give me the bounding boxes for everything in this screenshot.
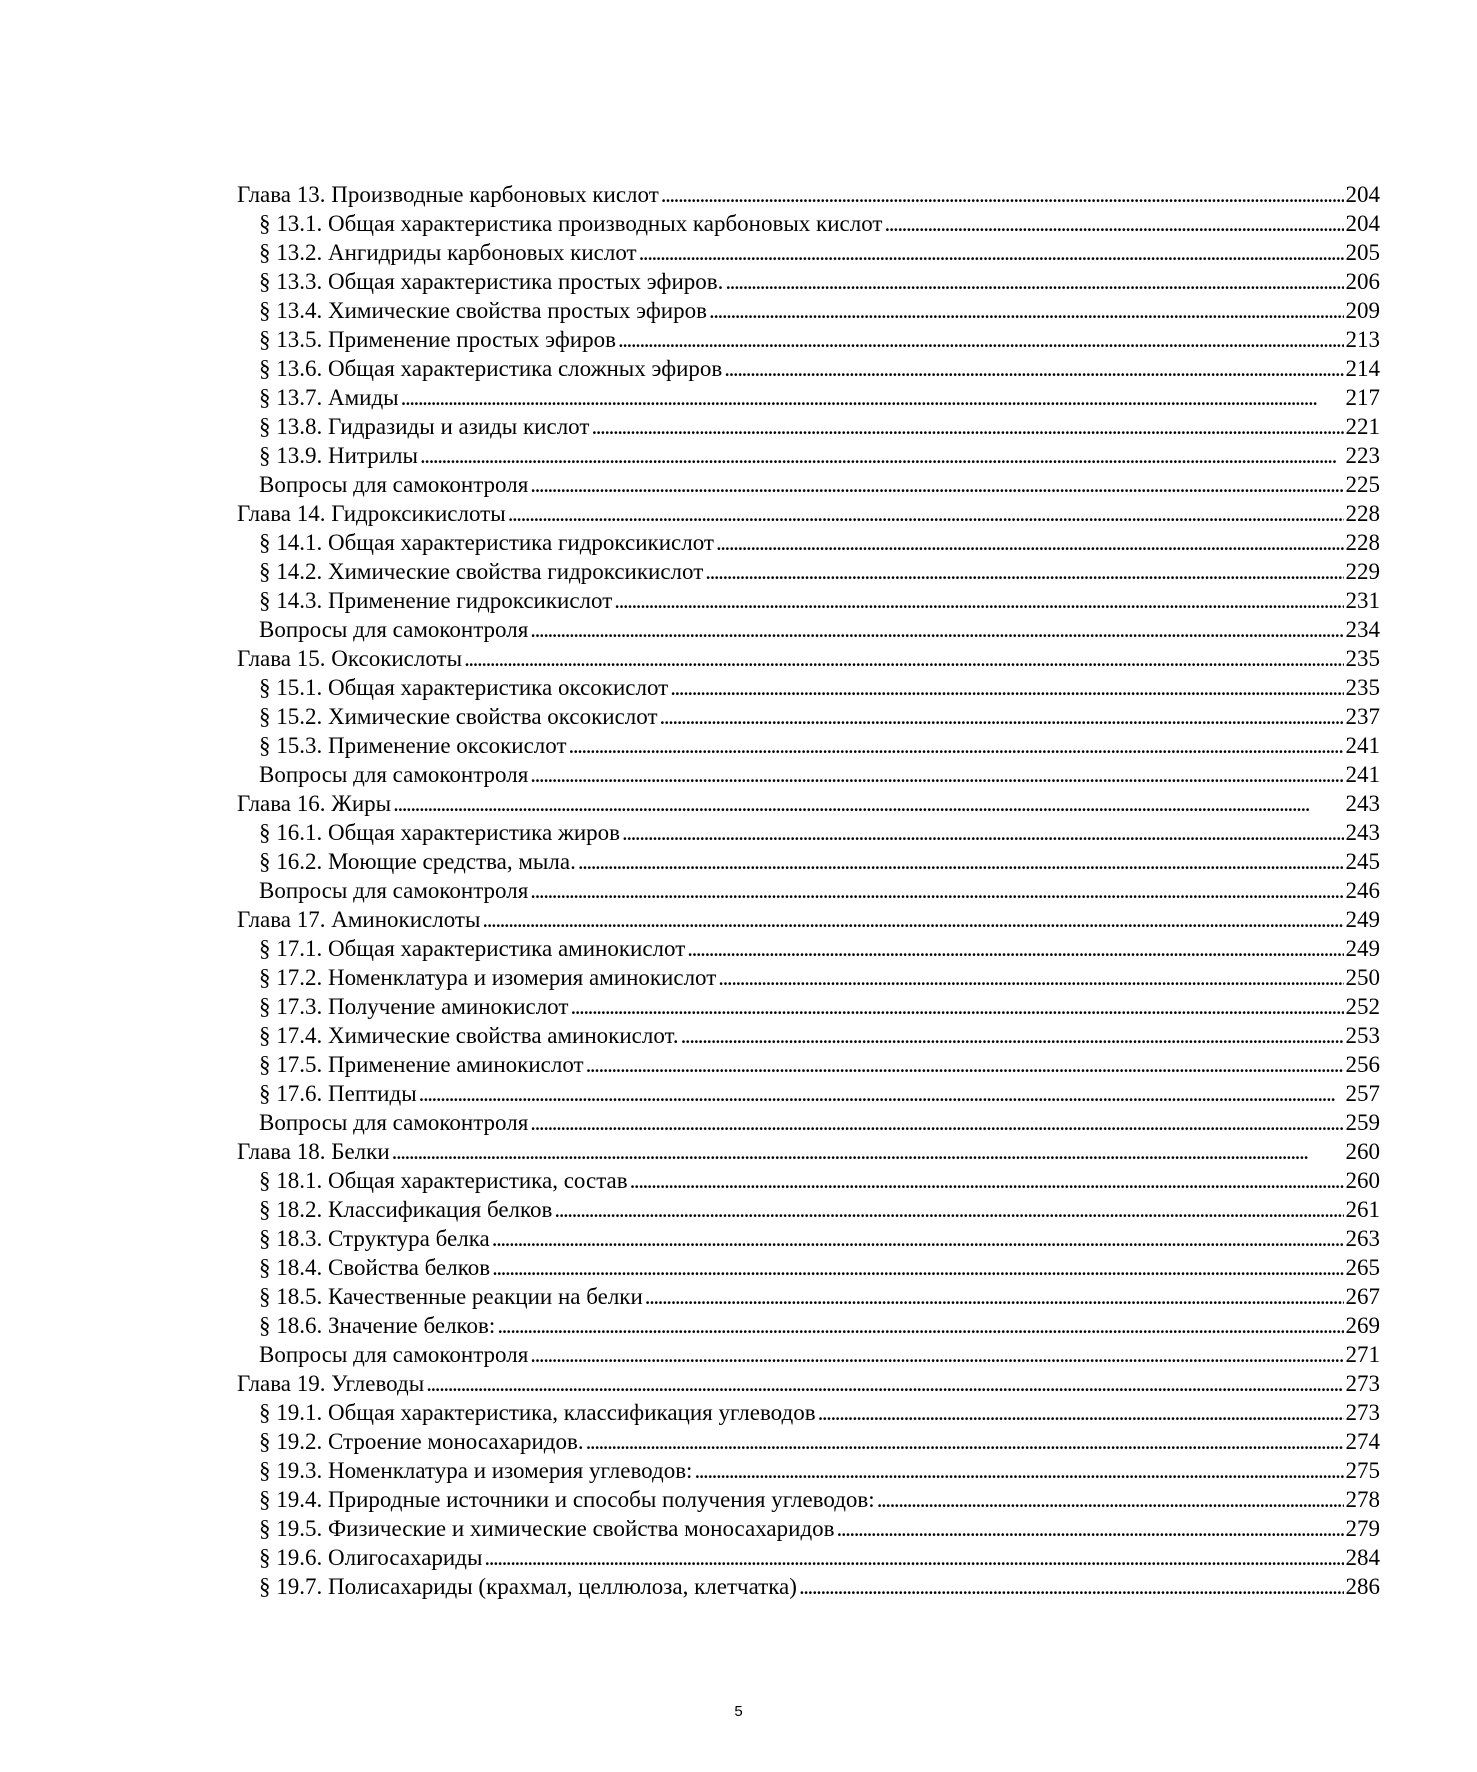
toc-entry-page: 241 bbox=[1345, 762, 1380, 787]
dot-leader bbox=[622, 818, 1343, 847]
table-of-contents bbox=[237, 180, 1380, 1601]
toc-entry-page: 260 bbox=[1345, 1139, 1380, 1164]
toc-section-entry[interactable] bbox=[237, 1485, 1380, 1514]
toc-section-entry[interactable] bbox=[237, 1514, 1380, 1543]
toc-entry-title: Вопросы для самоконтроля bbox=[259, 762, 529, 787]
toc-entry-page: 214 bbox=[1345, 356, 1380, 381]
toc-entry-page: 273 bbox=[1345, 1400, 1380, 1425]
dot-leader bbox=[569, 731, 1344, 760]
toc-section-entry[interactable] bbox=[237, 1282, 1380, 1311]
toc-entry-page: 231 bbox=[1345, 588, 1380, 613]
dot-leader bbox=[492, 1253, 1343, 1282]
toc-entry-title: Глава 13. Производные карбоновых кислот bbox=[237, 182, 659, 207]
toc-section-entry[interactable] bbox=[237, 1543, 1380, 1572]
toc-entry-title: § 19.1. Общая характеристика, классификация углеводов bbox=[259, 1400, 816, 1425]
toc-section-entry[interactable] bbox=[237, 1224, 1380, 1253]
dot-leader bbox=[725, 267, 1343, 296]
toc-entry-title: § 13.9. Нитрилы bbox=[259, 443, 418, 468]
toc-entry-title: § 14.2. Химические свойства гидроксикислот bbox=[259, 559, 704, 584]
toc-entry-title: Вопросы для самоконтроля bbox=[259, 1342, 529, 1367]
toc-entry-title: § 17.4. Химические свойства аминокислот. bbox=[259, 1023, 679, 1048]
toc-section-entry[interactable] bbox=[237, 383, 1380, 412]
toc-chapter-entry[interactable] bbox=[237, 499, 1380, 528]
toc-section-entry[interactable] bbox=[237, 267, 1380, 296]
toc-section-entry[interactable] bbox=[237, 760, 1380, 789]
toc-entry-title: § 16.1. Общая характеристика жиров bbox=[259, 820, 621, 845]
toc-entry-page: 204 bbox=[1345, 211, 1380, 236]
toc-entry-page: 229 bbox=[1345, 559, 1380, 584]
toc-entry-page: 234 bbox=[1345, 617, 1380, 642]
dot-leader bbox=[586, 1427, 1344, 1456]
dot-leader bbox=[724, 354, 1343, 383]
toc-entry-page: 243 bbox=[1345, 791, 1380, 816]
toc-chapter-entry[interactable] bbox=[237, 644, 1380, 673]
toc-section-entry[interactable] bbox=[237, 557, 1380, 586]
toc-section-entry[interactable] bbox=[237, 1572, 1380, 1601]
dot-leader bbox=[694, 1456, 1343, 1485]
toc-entry-title: § 19.7. Полисахариды (крахмал, целлюлоза, клетчатка) bbox=[259, 1574, 797, 1599]
toc-entry-title: Глава 15. Оксокислоты bbox=[237, 646, 463, 671]
toc-section-entry[interactable] bbox=[237, 528, 1380, 557]
dot-leader bbox=[401, 383, 1344, 412]
toc-entry-page: 260 bbox=[1345, 1168, 1380, 1193]
toc-entry-title: § 14.1. Общая характеристика гидроксикислот bbox=[259, 530, 714, 555]
dot-leader bbox=[660, 702, 1344, 731]
toc-chapter-entry[interactable] bbox=[237, 1369, 1380, 1398]
toc-entry-page: 263 bbox=[1345, 1226, 1380, 1251]
toc-entry-page: 243 bbox=[1345, 820, 1380, 845]
toc-entry-page: 204 bbox=[1345, 182, 1380, 207]
toc-entry-title: Глава 14. Гидроксикислоты bbox=[237, 501, 506, 526]
toc-section-entry[interactable] bbox=[237, 1021, 1380, 1050]
dot-leader bbox=[716, 528, 1344, 557]
toc-section-entry[interactable] bbox=[237, 992, 1380, 1021]
toc-entry-page: 271 bbox=[1345, 1342, 1380, 1367]
dot-leader bbox=[484, 1543, 1343, 1572]
dot-leader bbox=[661, 180, 1344, 209]
dot-leader bbox=[877, 1485, 1344, 1514]
toc-section-entry[interactable] bbox=[237, 470, 1380, 499]
dot-leader bbox=[464, 644, 1343, 673]
dot-leader bbox=[645, 1282, 1344, 1311]
dot-leader bbox=[818, 1398, 1344, 1427]
toc-entry-page: 253 bbox=[1345, 1023, 1380, 1048]
dot-leader bbox=[670, 673, 1343, 702]
toc-chapter-entry[interactable] bbox=[237, 789, 1380, 818]
dot-leader bbox=[837, 1514, 1344, 1543]
dot-leader bbox=[497, 1311, 1343, 1340]
dot-leader bbox=[426, 1369, 1343, 1398]
dot-leader bbox=[570, 992, 1343, 1021]
toc-entry-page: 278 bbox=[1345, 1487, 1380, 1512]
toc-entry-title: § 17.5. Применение аминокислот bbox=[259, 1052, 584, 1077]
toc-entry-page: 209 bbox=[1345, 298, 1380, 323]
toc-section-entry[interactable] bbox=[237, 1050, 1380, 1079]
toc-entry-title: Вопросы для самоконтроля bbox=[259, 617, 529, 642]
toc-entry-page: 284 bbox=[1345, 1545, 1380, 1570]
toc-entry-page: 223 bbox=[1345, 443, 1380, 468]
page-number: 5 bbox=[734, 1703, 743, 1720]
toc-section-entry[interactable] bbox=[237, 325, 1380, 354]
toc-entry-page: 225 bbox=[1345, 472, 1380, 497]
toc-entry-title: § 19.4. Природные источники и способы получения углеводов: bbox=[259, 1487, 875, 1512]
toc-section-entry[interactable] bbox=[237, 238, 1380, 267]
dot-leader bbox=[614, 586, 1343, 615]
toc-entry-title: Глава 18. Белки bbox=[237, 1139, 390, 1164]
toc-entry-page: 228 bbox=[1345, 530, 1380, 555]
toc-entry-page: 235 bbox=[1345, 675, 1380, 700]
dot-leader bbox=[709, 296, 1344, 325]
dot-leader bbox=[393, 789, 1343, 818]
toc-section-entry[interactable] bbox=[237, 963, 1380, 992]
toc-section-entry[interactable] bbox=[237, 847, 1380, 876]
toc-entry-page: 221 bbox=[1345, 414, 1380, 439]
toc-entry-page: 213 bbox=[1345, 327, 1380, 352]
dot-leader bbox=[718, 963, 1343, 992]
dot-leader bbox=[392, 1137, 1344, 1166]
toc-entry-title: § 13.5. Применение простых эфиров bbox=[259, 327, 616, 352]
toc-entry-page: 279 bbox=[1345, 1516, 1380, 1541]
toc-section-entry[interactable] bbox=[237, 818, 1380, 847]
toc-entry-page: 249 bbox=[1345, 936, 1380, 961]
dot-leader bbox=[687, 934, 1343, 963]
toc-entry-title: § 18.6. Значение белков: bbox=[259, 1313, 496, 1338]
toc-entry-title: § 15.1. Общая характеристика оксокислот bbox=[259, 675, 669, 700]
toc-section-entry[interactable] bbox=[237, 586, 1380, 615]
dot-leader bbox=[681, 1021, 1344, 1050]
toc-entry-page: 206 bbox=[1345, 269, 1380, 294]
dot-leader bbox=[639, 238, 1344, 267]
toc-section-entry[interactable] bbox=[237, 354, 1380, 383]
toc-entry-title: § 17.6. Пептиды bbox=[259, 1081, 417, 1106]
toc-entry-page: 235 bbox=[1345, 646, 1380, 671]
toc-chapter-entry[interactable] bbox=[237, 905, 1380, 934]
toc-entry-title: § 19.6. Олигосахариды bbox=[259, 1545, 483, 1570]
dot-leader bbox=[530, 615, 1343, 644]
toc-section-entry[interactable] bbox=[237, 209, 1380, 238]
toc-entry-page: 269 bbox=[1345, 1313, 1380, 1338]
toc-entry-page: 228 bbox=[1345, 501, 1380, 526]
toc-section-entry[interactable] bbox=[237, 731, 1380, 760]
toc-entry-title: Глава 16. Жиры bbox=[237, 791, 392, 816]
dot-leader bbox=[578, 847, 1344, 876]
toc-entry-page: 246 bbox=[1345, 878, 1380, 903]
toc-entry-title: § 17.2. Номенклатура и изомерия аминокислот bbox=[259, 965, 717, 990]
toc-entry-page: 256 bbox=[1345, 1052, 1380, 1077]
dot-leader bbox=[630, 1166, 1344, 1195]
toc-entry-title: § 13.7. Амиды bbox=[259, 385, 399, 410]
toc-section-entry[interactable] bbox=[237, 934, 1380, 963]
dot-leader bbox=[420, 441, 1344, 470]
dot-leader bbox=[586, 1050, 1344, 1079]
toc-entry-title: § 18.4. Свойства белков bbox=[259, 1255, 491, 1280]
dot-leader bbox=[530, 760, 1343, 789]
dot-leader bbox=[884, 209, 1343, 238]
toc-entry-title: § 13.3. Общая характеристика простых эфиров. bbox=[259, 269, 724, 294]
toc-entry-page: 267 bbox=[1345, 1284, 1380, 1309]
toc-entry-page: 274 bbox=[1345, 1429, 1380, 1454]
toc-section-entry[interactable] bbox=[237, 1398, 1380, 1427]
toc-entry-title: Вопросы для самоконтроля bbox=[259, 878, 529, 903]
toc-section-entry[interactable] bbox=[237, 673, 1380, 702]
toc-entry-page: 257 bbox=[1345, 1081, 1380, 1106]
toc-section-entry[interactable] bbox=[237, 1108, 1380, 1137]
toc-section-entry[interactable] bbox=[237, 1166, 1380, 1195]
toc-entry-page: 275 bbox=[1345, 1458, 1380, 1483]
toc-entry-title: § 17.3. Получение аминокислот bbox=[259, 994, 569, 1019]
toc-entry-page: 261 bbox=[1345, 1197, 1380, 1222]
toc-entry-page: 252 bbox=[1345, 994, 1380, 1019]
dot-leader bbox=[419, 1079, 1344, 1108]
toc-entry-title: § 15.3. Применение оксокислот bbox=[259, 733, 567, 758]
toc-section-entry[interactable] bbox=[237, 1427, 1380, 1456]
toc-chapter-entry[interactable] bbox=[237, 1137, 1380, 1166]
toc-entry-title: Глава 19. Углеводы bbox=[237, 1371, 425, 1396]
dot-leader bbox=[618, 325, 1344, 354]
toc-section-entry[interactable] bbox=[237, 412, 1380, 441]
toc-entry-page: 245 bbox=[1345, 849, 1380, 874]
toc-entry-title: Глава 17. Аминокислоты bbox=[237, 907, 481, 932]
toc-entry-title: § 13.2. Ангидриды карбоновых кислот bbox=[259, 240, 637, 265]
toc-entry-title: § 19.2. Строение моносахаридов. bbox=[259, 1429, 584, 1454]
toc-entry-page: 249 bbox=[1345, 907, 1380, 932]
toc-section-entry[interactable] bbox=[237, 615, 1380, 644]
toc-entry-title: § 19.3. Номенклатура и изомерия углеводов: bbox=[259, 1458, 693, 1483]
toc-section-entry[interactable] bbox=[237, 1340, 1380, 1369]
toc-section-entry[interactable] bbox=[237, 1079, 1380, 1108]
dot-leader bbox=[508, 499, 1344, 528]
toc-entry-title: § 15.2. Химические свойства оксокислот bbox=[259, 704, 658, 729]
dot-leader bbox=[530, 876, 1343, 905]
toc-section-entry[interactable] bbox=[237, 441, 1380, 470]
dot-leader bbox=[591, 412, 1343, 441]
dot-leader bbox=[799, 1572, 1344, 1601]
toc-entry-page: 273 bbox=[1345, 1371, 1380, 1396]
toc-entry-title: § 19.5. Физические и химические свойства моносахаридов bbox=[259, 1516, 835, 1541]
toc-entry-page: 237 bbox=[1345, 704, 1380, 729]
dot-leader bbox=[492, 1224, 1344, 1253]
toc-entry-title: § 13.1. Общая характеристика производных карбоновых кислот bbox=[259, 211, 883, 236]
toc-entry-page: 217 bbox=[1345, 385, 1380, 410]
toc-chapter-entry[interactable] bbox=[237, 180, 1380, 209]
toc-entry-page: 265 bbox=[1345, 1255, 1380, 1280]
toc-entry-page: 259 bbox=[1345, 1110, 1380, 1135]
toc-entry-title: § 13.6. Общая характеристика сложных эфиров bbox=[259, 356, 723, 381]
toc-entry-title: Вопросы для самоконтроля bbox=[259, 472, 529, 497]
toc-entry-page: 286 bbox=[1345, 1574, 1380, 1599]
dot-leader bbox=[530, 1340, 1343, 1369]
toc-entry-title: § 18.1. Общая характеристика, состав bbox=[259, 1168, 628, 1193]
toc-entry-title: § 18.5. Качественные реакции на белки bbox=[259, 1284, 643, 1309]
toc-section-entry[interactable] bbox=[237, 1311, 1380, 1340]
toc-entry-title: § 14.3. Применение гидроксикислот bbox=[259, 588, 613, 613]
toc-entry-title: § 13.4. Химические свойства простых эфиров bbox=[259, 298, 707, 323]
toc-entry-page: 205 bbox=[1345, 240, 1380, 265]
dot-leader bbox=[482, 905, 1343, 934]
toc-entry-title: § 16.2. Моющие средства, мыла. bbox=[259, 849, 576, 874]
dot-leader bbox=[530, 1108, 1343, 1137]
toc-entry-title: Вопросы для самоконтроля bbox=[259, 1110, 529, 1135]
toc-section-entry[interactable] bbox=[237, 1195, 1380, 1224]
toc-entry-title: § 18.2. Классификация белков bbox=[259, 1197, 553, 1222]
toc-section-entry[interactable] bbox=[237, 1253, 1380, 1282]
toc-entry-title: § 18.3. Структура белка bbox=[259, 1226, 490, 1251]
toc-section-entry[interactable] bbox=[237, 702, 1380, 731]
toc-entry-title: § 17.1. Общая характеристика аминокислот bbox=[259, 936, 686, 961]
toc-section-entry[interactable] bbox=[237, 876, 1380, 905]
dot-leader bbox=[554, 1195, 1343, 1224]
toc-section-entry[interactable] bbox=[237, 296, 1380, 325]
dot-leader bbox=[705, 557, 1343, 586]
toc-section-entry[interactable] bbox=[237, 1456, 1380, 1485]
toc-entry-page: 250 bbox=[1345, 965, 1380, 990]
toc-entry-title: § 13.8. Гидразиды и азиды кислот bbox=[259, 414, 590, 439]
dot-leader bbox=[530, 470, 1343, 499]
toc-entry-page: 241 bbox=[1345, 733, 1380, 758]
